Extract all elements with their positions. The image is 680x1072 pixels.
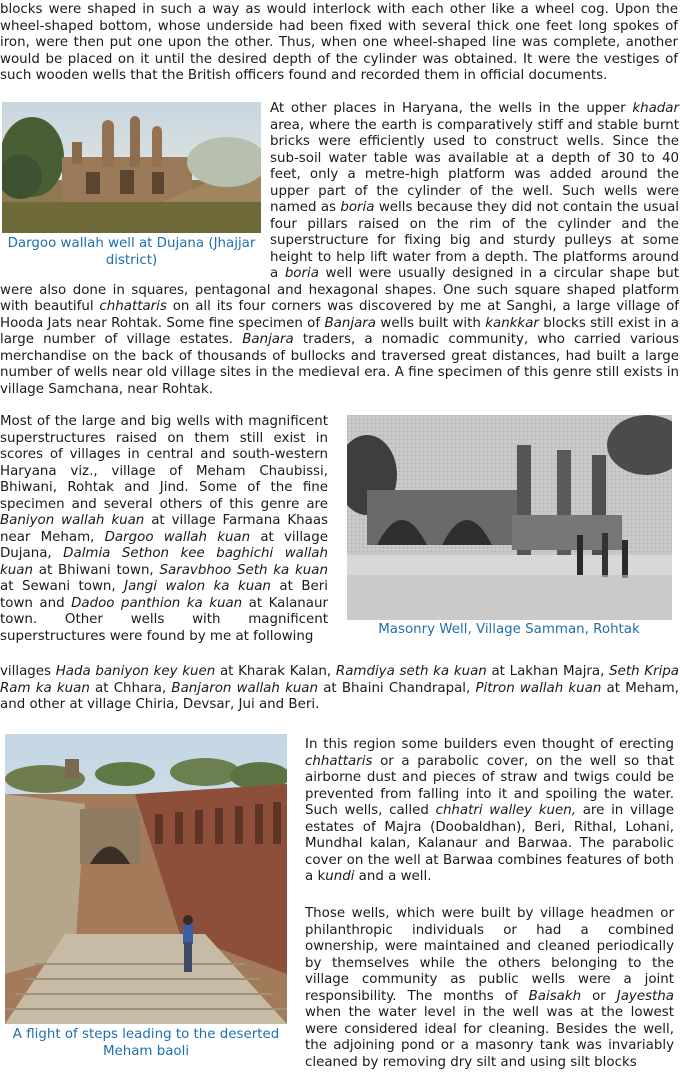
well-name: Pitron wallah kuan [475, 680, 602, 696]
text-run: blocks still exist in a large number of village estates. [0, 315, 679, 347]
text-run: traders, a nomadic community, who carried various merchandise on the back of thousands of bullocks and traversed great distances, had built a large number of wells near old village sites in the medieval era. A fine specimen of this genre still exists in village Samchana, near Rohtak. [0, 332, 679, 397]
well-name: Dadoo panthion ka kuan [71, 595, 243, 611]
term-kankkar: kankkar [485, 315, 539, 331]
well-name: Dalmia Sethon kee baghichi wallah kuan [0, 546, 328, 578]
well-name: Saravbhoo Seth ka kuan [159, 562, 328, 578]
well-name: Hada baniyon key kuen [55, 664, 216, 679]
text-run: or [581, 988, 617, 1004]
meham-baoli-photo [5, 734, 287, 1024]
boria-wells-paragraph [0, 101, 679, 398]
term-boria: boria [284, 266, 319, 281]
text-run: at Kalanaur town. Other wells with magnificent superstructures were found by me at following [0, 595, 328, 644]
well-name: Banjaron wallah kuan [171, 680, 318, 696]
term-baisakh: Baisakh [528, 988, 582, 1004]
text-run: At other places in Haryana, the wells in the upper [270, 101, 633, 116]
text-run: villages [0, 664, 56, 679]
text-run: and a well. [354, 869, 432, 884]
well-name: Baniyon wallah kuan [0, 513, 145, 528]
text-run: at Chhara, [89, 680, 172, 696]
term-jayestha: Jayestha [616, 988, 674, 1004]
well-name: Dargoo wallah kuan [104, 529, 251, 545]
well-name: Seth Kripa Ram ka kuan [0, 664, 680, 696]
text-run: on all its four corners was discovered by me at Sanghi, a large village of Hooda Jats near Rohtak. Some fine specimen of [0, 299, 679, 331]
text-run: at Lakhan Majra, [486, 664, 610, 679]
text-run: at village Dujana, [0, 529, 328, 561]
intro-paragraph [0, 2, 678, 85]
text-run: area, where the earth is comparatively stiff and stable burnt bricks were efficiently used to construct wells. Since the sub-soil water table was available at a depth of 30 to 40 feet, only a metre-high platform was added around the upper part of the cylinder of the well. Such wells were named as [270, 117, 679, 215]
term-chhattaris: chhattaris [305, 753, 373, 769]
text-run: well were usually designed in a circular shape but were also done in squares, pentagonal and hexagonal shapes. One such square shaped platform with beautiful [0, 266, 679, 314]
photo2-caption: Masonry Well, Village Samman, Rohtak [378, 622, 640, 637]
text-run: blocks were shaped in such a way as would interlock with each other like a wheel cog. Upon the wheel-shaped bottom, whose underside had been fixed with several thick one feet long spokes of iron, were then put one upon the other. Thus, when one wheel-shaped line was complete, another would be placed on it until the desired depth of the cylinder was obtained. It were the vestiges of such wooden wells that the British officers found and recorded them in official documents. [0, 2, 678, 83]
text-run: Most of the large and big wells with magnificent superstructures raised on them still exist in scores of villages in central and south-western Haryana viz., village of Meham Chaubissi, Bhiwani, Rohtak and Jind. Some of the fine specimen and several others of this genre are [0, 414, 328, 512]
text-run: at Bhiwani town, [32, 562, 160, 578]
village-wells-paragraph [0, 664, 679, 714]
photo1-caption: Dargoo wallah well at Dujana (Jhajjar district) [7, 236, 256, 268]
text-run: at Kharak Kalan, [215, 664, 336, 679]
well-name: Jangi walon ka kuan [124, 579, 271, 594]
text-run: at Beri town and [0, 579, 328, 611]
term-chhatri-walley-kuen: chhatri walley kuen, [435, 803, 576, 818]
text-run: or a parabolic cover, on the well so that airborne dust and pieces of straw and twigs could be prevented from falling into it and spoiling the water. Such wells, called [305, 753, 674, 818]
term-chhattaris: chhattaris [99, 299, 167, 314]
text-run: at Sewani town, [0, 579, 125, 594]
well-name: Ramdiya seth ka kuan [335, 664, 487, 679]
photo3-caption: A flight of steps leading to the deserted Meham baoli [12, 1027, 280, 1059]
text-run: at Bhaini Chandrapal, [318, 680, 476, 696]
text-run: wells built with [376, 315, 486, 331]
text-run: are in village estates of Majra (Doobaldhan), Beri, Rithal, Lohani, Mundhal kalan, Kalanaur and Barwaa. The parabolic cover on the well at Barwaa combines features of both a k [305, 803, 675, 884]
term-banjara: Banjara [242, 332, 294, 347]
text-run: when the water level in the well was at the lowest were considered ideal for cleaning. Besides the well, the adjoining pond or a masonry tank was invariably cleaned by removing dry silt and using silt blocks [305, 1005, 674, 1070]
cleaning-paragraph [305, 906, 674, 1071]
term-kundi: undi [325, 869, 355, 884]
term-banjara: Banjara [324, 315, 377, 331]
chhattaris-paragraph [305, 737, 674, 886]
text-run: at Meham, and other at village Chiria, Devsar, Jui and Beri. [0, 680, 679, 712]
text-run: Those wells, which were built by village headmen or philanthropic individuals or had a combined ownership, were maintained and cleaned periodically by themselves while the others belonging to the village community as public wells were a joint responsibility. The months of [305, 906, 674, 1004]
text-run: In this region some builders even thought of erecting [305, 737, 674, 752]
term-khadar: khadar [632, 101, 679, 116]
magnificent-wells-paragraph [0, 414, 328, 645]
text-run: wells because they did not contain the usual four pillars raised on the rim of the cylinder and the superstructure for fixing big and sturdy pulleys at some height to help lift water from a depth. The platforms around a [270, 200, 679, 281]
masonry-well-photo [347, 415, 672, 620]
text-run: at village Farmana Khaas near Meham, [0, 513, 328, 545]
term-boria: boria [340, 200, 375, 215]
photo1-float-spacer [0, 101, 270, 269]
